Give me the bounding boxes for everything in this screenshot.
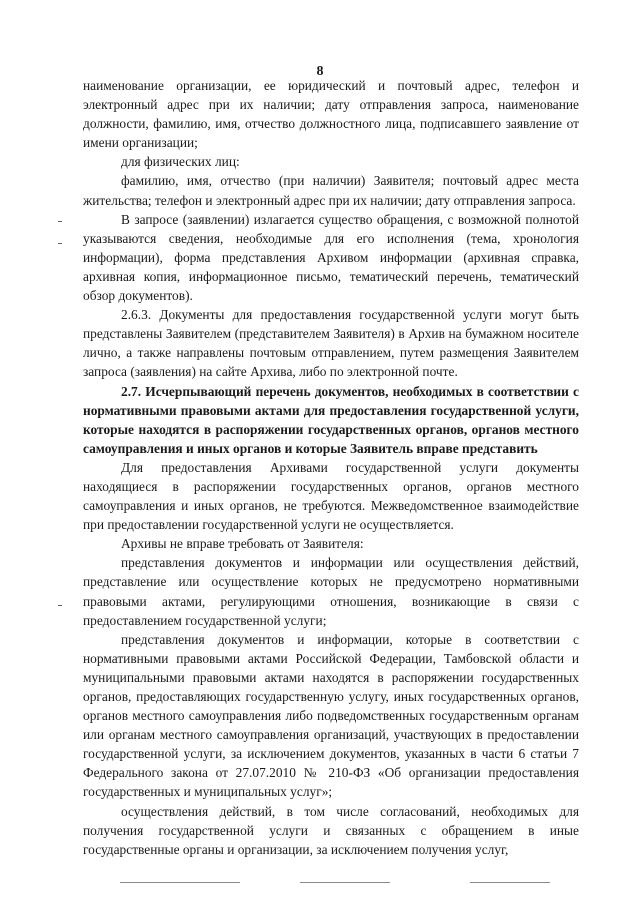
list-item-documents-in-possession: представления документов и информации, которые в соответствии с нормативными правовыми актами Российской Федерации, Тамбовской области и муниципальными правовыми актами находятся в распоряжении государственных органов, предоставляющих государственную услугу, иных государственных органов, органов местного самоуправления либо подведомственных государственным органам или органам местного самоуправления организаций, участвующих в предоставлении государственной услуги, за исключением документов, указанных в части 6 статьи 7 Федерального закона от 27.07.2010 № 210-ФЗ «Об организации предоставления государственных и муниципальных услуг»; — [83, 631, 579, 800]
scan-mark — [58, 605, 62, 606]
paragraph-archives-may-not: Архивы не вправе требовать от Заявителя: — [121, 536, 364, 552]
paragraph-individual-details: фамилию, имя, отчество (при наличии) Заявителя; почтовый адрес места жительства; телефон и электронный адрес при их наличии; дату отправления запроса. — [83, 173, 579, 208]
scan-line — [470, 882, 550, 883]
list-item-documents-not-provided: представления документов и информации или осуществления действий, представление или осуществление которых не предусмотрено нормативными правовыми актами, регулирующими отношения, возникающие в связи с предоставлением государственной услуги; — [83, 555, 579, 628]
list-item-actions-approvals: осуществления действий, в том числе согласований, необходимых для получения государственной услуги и связанных с обращением в иные государственные органы и организации, за исключением получения услуг, — [83, 803, 579, 857]
document-body — [83, 76, 579, 859]
paragraph-request-content: В запросе (заявлении) излагается существо обращения, с возможной полнотой указываются сведения, необходимые для его исполнения (тема, хронология информации), форма представления Архивом информации (архивная справка, архивная копия, информационное письмо, тематический перечень, тематический обзор документов). — [83, 211, 579, 304]
paragraph-organization-details: наименование организации, ее юридический и почтовый адрес, телефон и электронный адрес при их наличии; дату отправления запроса, наименование должности, фамилию, имя, отчество должностного лица, подписавшего заявление от имени организации; — [83, 78, 579, 151]
page-number: 8 — [316, 64, 324, 79]
scan-line — [300, 882, 390, 883]
scan-line — [120, 882, 240, 883]
scan-mark — [58, 221, 62, 222]
paragraph-individuals-heading: для физических лиц: — [121, 154, 240, 170]
scan-mark — [58, 243, 62, 244]
paragraph-2-6-3: 2.6.3. Документы для предоставления государственной услуги могут быть представлены Заявителем (представителем Заявителя) в Архив на бумажном носителе лично, а также направлены почтовым отправлением, путем размещения Заявителем запроса (заявления) на сайте Архива, либо по электронной почте. — [83, 307, 579, 380]
paragraph-not-required: Для предоставления Архивами государственной услуги документы находящиеся в распоряжении государственных органов, органов местного самоуправления и иных органов, не требуются. Межведомственное взаимодействие при предоставлении государственной услуги не осуществляется. — [83, 459, 579, 533]
section-heading-2-7: 2.7. Исчерпывающий перечень документов, необходимых в соответствии с нормативными правовыми актами для предоставления государственной услуги, которые находятся в распоряжении государственных органов, органов местного самоуправления и иных органов и которые Заявитель вправе представить — [83, 383, 579, 456]
